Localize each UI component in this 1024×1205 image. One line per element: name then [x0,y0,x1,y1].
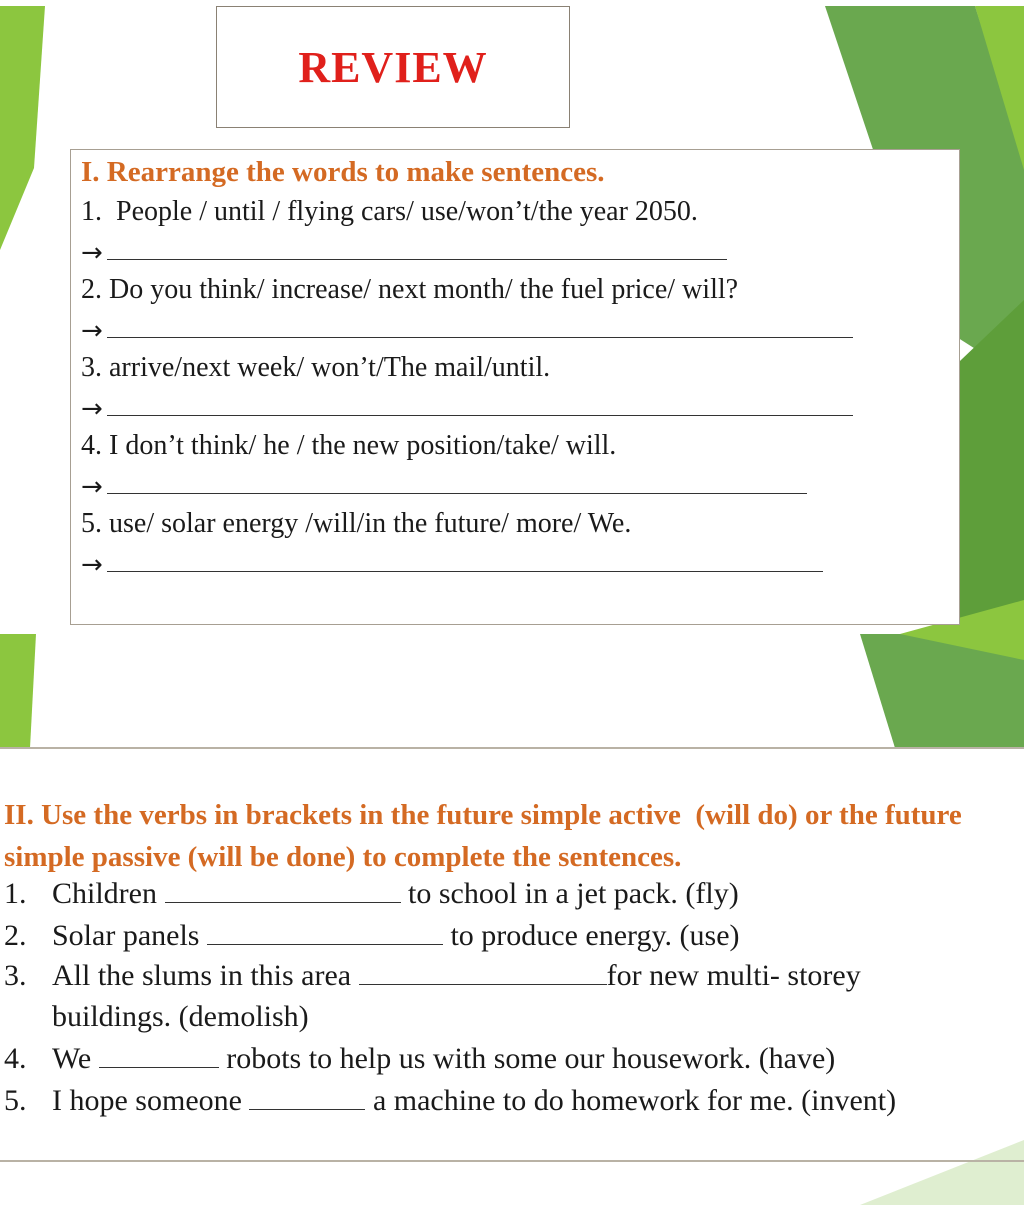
answer-line-4[interactable] [81,460,807,500]
item-number: 2. [4,919,27,952]
slide-divider-top [0,747,1024,749]
fill-blank[interactable] [359,958,607,985]
page-title: REVIEW [298,42,488,92]
fill-blank[interactable] [99,1041,219,1068]
item-number: 3. [4,959,27,992]
item-number: 1. [4,877,27,910]
exercise-1-item-5: 5. use/ solar energy /will/in the future/ more/ We. [81,508,632,539]
item-number: 4. [4,1042,27,1075]
answer-blank[interactable] [107,258,727,260]
item-text-after: a machine to do homework for me. (invent) [372,1084,897,1117]
green-shape-bottom-corner [860,1140,1024,1205]
item-text-before: I hope someone [52,1084,242,1117]
exercise-1-item-2: 2. Do you think/ increase/ next month/ the fuel price/ will? [81,274,739,305]
green-shape-top-left [0,6,45,250]
item-number: 5. [4,1084,27,1117]
exercise-2-item-1 [4,876,739,911]
exercise-1-heading: I. Rearrange the words to make sentences. [81,156,605,188]
green-shape-mid-left [0,634,36,748]
answer-blank[interactable] [107,492,807,494]
item-text-before: buildings. (demolish) [52,1000,309,1033]
answer-line-1[interactable] [81,226,727,266]
exercise-1-box [70,149,960,625]
item-text-before: Solar panels [52,919,200,952]
item-text-after: to school in a jet pack. (fly) [408,877,739,910]
fill-blank[interactable] [165,876,401,903]
answer-blank[interactable] [107,570,823,572]
answer-line-3[interactable] [81,382,853,422]
item-text-before: Children [52,877,157,910]
right-arrow-icon: → [81,550,103,580]
item-text-before: All the slums in this area [52,959,352,992]
exercise-2-item-4 [4,1041,835,1076]
exercise-1-item-1: 1. People / until / flying cars/ use/won’t/the year 2050. [81,196,698,227]
slide-divider-bottom [0,1160,1024,1162]
exercise-1-item-3: 3. arrive/next week/ won’t/The mail/until. [81,352,551,383]
answer-line-2[interactable] [81,304,853,344]
exercise-1-item-4: 4. I don’t think/ he / the new position/take/ will. [81,430,617,461]
right-arrow-icon: → [81,394,103,424]
answer-blank[interactable] [107,414,853,416]
exercise-2-item-5 [4,1083,896,1118]
title-box [216,6,570,128]
fill-blank[interactable] [207,918,443,945]
right-arrow-icon: → [81,238,103,268]
item-text-before: We [52,1042,92,1075]
exercise-2-item-3 [4,958,861,993]
item-text-after: robots to help us with some our housework. (have) [226,1042,836,1075]
item-text-after: for new multi- storey [606,959,861,992]
answer-line-5[interactable] [81,538,823,578]
exercise-2-item-2 [4,918,740,953]
answer-blank[interactable] [107,336,853,338]
exercise-2-item-3-continued [4,1000,309,1034]
item-text-after: to produce energy. (use) [450,919,740,952]
right-arrow-icon: → [81,316,103,346]
right-arrow-icon: → [81,472,103,502]
fill-blank[interactable] [249,1083,365,1110]
exercise-2-heading: II. Use the verbs in brackets in the future simple active (will do) or the future simple passive (will be done) to complete the sentences. [4,799,962,873]
